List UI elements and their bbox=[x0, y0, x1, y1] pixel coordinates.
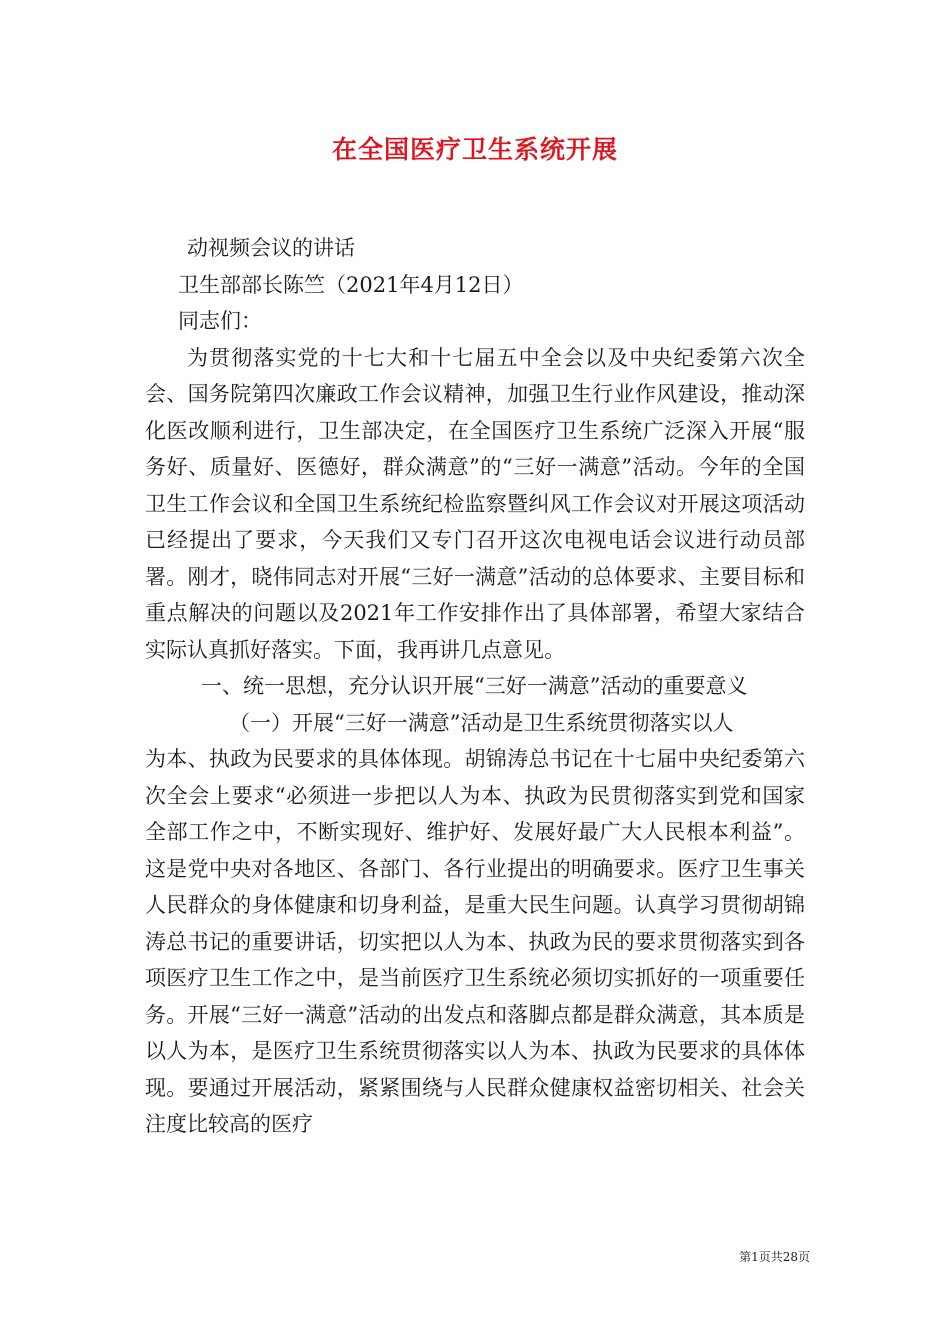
paragraph-intro: 为贯彻落实党的十七大和十七届五中全会以及中央纪委第六次全会、国务院第四次廉政工作会议精神，加强卫生行业作风建设，推动深化医改顺利进行，卫生部决定，在全国医疗卫生系统广泛深入开展“服务好、质量好、医德好，群众满意”的“三好一满意”活动。今年的全国卫生工作会议和全国卫生系统纪检监察暨纠风工作会议对开展这项活动已经提出了要求，今天我们又专门召开这次电视电话会议进行动员部署。刚才，晓伟同志对开展“三好一满意”活动的总体要求、主要目标和重点解决的问题以及2021年工作安排作出了具体部署，希望大家结合实际认真抓好落实。下面，我再讲几点意见。 bbox=[145, 345, 805, 662]
subsection-heading-1: （一）开展“三好一满意”活动是卫生系统贯彻落实以人 bbox=[229, 710, 734, 735]
speaker-line: 卫生部部长陈竺（2021年4月12日） bbox=[178, 272, 524, 297]
salutation: 同志们： bbox=[178, 309, 262, 333]
page-number: 第1页共28页 bbox=[739, 1250, 810, 1264]
paragraph-section-1: 为本、执政为民要求的具体体现。胡锦涛总书记在十七届中央纪委第六次全会上要求“必须进一步把以人为本、执政为民贯彻落实到党和国家全部工作之中，不断实现好、维护好、发展好最广大人民根本利益”。这是党中央对各地区、各部门、各行业提出的明确要求。医疗卫生事关人民群众的身体健康和切身利益，是重大民生问题。认真学习贯彻胡锦涛总书记的重要讲话，切实把以人为本、执政为民的要求贯彻落实到各项医疗卫生工作之中，是当前医疗卫生系统必须切实抓好的一项重要任务。开展“三好一满意”活动的出发点和落脚点都是群众满意，其本质是以人为本，是医疗卫生系统贯彻落实以人为本、执政为民要求的具体体现。要通过开展活动，紧紧围绕与人民群众健康权益密切相关、社会关注度比较高的医疗 bbox=[145, 747, 805, 1136]
document-body bbox=[145, 230, 805, 1143]
section-heading-1: 一、统一思想，充分认识开展“三好一满意”活动的重要意义 bbox=[201, 674, 748, 698]
document-title: 在全国医疗卫生系统开展 bbox=[331, 135, 618, 164]
document-subtitle: 动视频会议的讲话 bbox=[187, 236, 355, 260]
